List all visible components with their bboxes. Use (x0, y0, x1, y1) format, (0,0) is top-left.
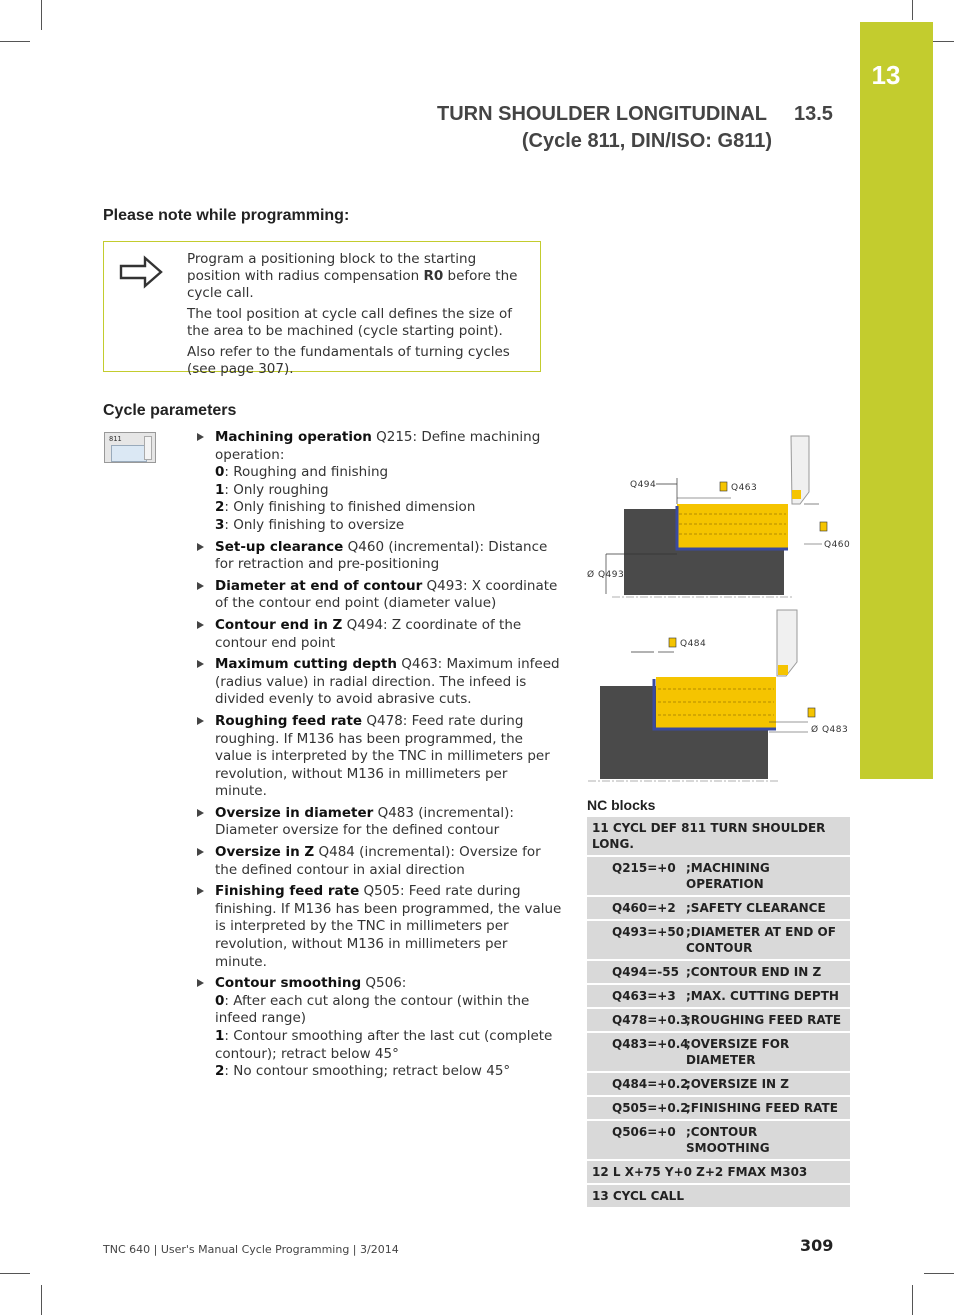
nc-param-comment: ;CONTOUR END IN Z (686, 965, 822, 979)
parameter-desc: Q494: Z coordinate of the contour end point (215, 616, 522, 651)
note-paragraph: Also refer to the fundamentals of turning cycles (see page 307). (187, 344, 510, 377)
parameter-name: Machining operation (215, 429, 372, 445)
nc-param-comment: ;OVERSIZE FOR DIAMETER (686, 1037, 790, 1067)
note-box (103, 241, 541, 377)
nc-param-code: Q484=+0.2 (612, 1077, 689, 1091)
nc-block-text: 11 CYCL DEF 811 TURN SHOULDER LONG. (592, 821, 826, 851)
nc-row (587, 817, 850, 857)
option-desc: : After each cut along the contour (within the infeed range) (215, 992, 530, 1027)
option-desc: : Roughing and finishing (224, 464, 389, 481)
crop-mark (41, 0, 42, 30)
crop-mark (41, 1285, 42, 1315)
parameter-item (197, 429, 562, 535)
crop-mark (912, 1285, 913, 1315)
page-number: 309 (800, 1236, 834, 1255)
nc-row (587, 961, 850, 985)
crop-mark (0, 1273, 30, 1274)
parameter-desc: Q215: Define machining operation: (215, 429, 541, 463)
nc-param-code: Q493=+50 (612, 925, 685, 939)
section-number: 13.5 (794, 103, 833, 125)
nc-row (587, 1097, 850, 1121)
parameter-name: Contour end in Z (215, 616, 343, 633)
parameter-item (197, 805, 562, 840)
nc-param-code: Q505=+0.2 (612, 1101, 689, 1115)
nc-param-comment: ;CONTOUR SMOOTHING (686, 1125, 770, 1155)
parameter-desc: Q460 (incremental): Distance for retraction and pre-positioning (215, 538, 548, 573)
option-value: 1 (215, 1028, 225, 1044)
nc-row (587, 1033, 850, 1073)
nc-row (587, 857, 850, 897)
option-value: 1 (215, 481, 225, 498)
option-desc: : Only roughing (224, 481, 329, 498)
nc-param-code: Q460=+2 (612, 901, 676, 915)
cycle-icon-side (144, 436, 152, 460)
parameter-item (197, 539, 562, 574)
nc-blocks-table (587, 817, 850, 1209)
cycle-diagram (586, 434, 852, 784)
parameter-desc: Q493: X coordinate of the contour end point (diameter value) (215, 577, 558, 612)
parameter-item (197, 713, 562, 801)
option-desc: : Contour smoothing after the last cut (complete contour); retract below 45° (215, 1028, 553, 1062)
parameter-name: Oversize in diameter (215, 804, 374, 821)
q483-marker (808, 708, 815, 717)
chapter-sidebar (860, 22, 933, 779)
bullet-triangle-icon (197, 543, 204, 551)
label-q493: Ø Q493 (587, 570, 625, 580)
parameter-list (197, 429, 562, 1085)
nc-blocks-heading: NC blocks (587, 797, 656, 813)
bullet-triangle-icon (197, 660, 204, 668)
q460-marker (820, 522, 827, 531)
parameter-name: Set-up clearance (215, 538, 344, 555)
bullet-triangle-icon (197, 582, 204, 590)
material-bottom (656, 677, 776, 729)
parameter-item (197, 883, 562, 971)
nc-block-text: 12 L X+75 Y+0 Z+2 FMAX M303 (592, 1165, 808, 1179)
option-value: 0 (215, 464, 225, 481)
bullet-triangle-icon (197, 848, 204, 856)
chapter-number: 13 (871, 60, 901, 90)
arrow-right-icon (118, 254, 164, 290)
nc-param-code: Q506=+0 (612, 1125, 676, 1139)
parameter-desc: Q463: Maximum infeed (radius value) in radial direction. The infeed is divided evenly to avoid abrasive cuts. (215, 656, 560, 708)
option-desc: : No contour smoothing; retract below 45° (224, 1063, 511, 1080)
workpiece-shoulder-top (624, 509, 677, 549)
material-top (677, 504, 788, 549)
option-value: 0 (215, 992, 225, 1009)
parameter-desc: Q506: (361, 975, 407, 992)
diagram-top (587, 436, 850, 597)
option-value: 2 (215, 499, 225, 516)
insert-bottom (778, 665, 788, 675)
parameter-name: Diameter at end of contour (215, 577, 423, 594)
note-text-part: Program a positioning block to the starting position with radius compensation (187, 251, 477, 284)
parameter-name: Contour smoothing (215, 975, 362, 992)
diagram-bottom (588, 610, 848, 781)
parameter-item (197, 975, 562, 1081)
bullet-triangle-icon (197, 809, 204, 817)
nc-param-code: Q215=+0 (612, 861, 676, 875)
note-paragraph: The tool position at cycle call defines the size of the area to be machined (cycle starting point). (187, 306, 513, 339)
nc-param-code: Q478=+0.3 (612, 1013, 689, 1027)
nc-block-text: 13 CYCL CALL (592, 1189, 684, 1203)
bullet-triangle-icon (197, 433, 204, 441)
option-value: 2 (215, 1063, 225, 1080)
nc-param-comment: ;MACHINING OPERATION (686, 861, 770, 891)
parameter-item (197, 844, 562, 879)
nc-param-comment: ;OVERSIZE IN Z (686, 1077, 789, 1091)
bullet-triangle-icon (197, 717, 204, 725)
note-text (187, 251, 533, 382)
label-q463: Q463 (731, 483, 758, 493)
option-desc: : Only finishing to finished dimension (224, 499, 476, 516)
option-value: 3 (215, 516, 225, 533)
section-title: TURN SHOULDER LONGITUDINAL (437, 103, 767, 125)
label-q494: Q494 (630, 480, 657, 490)
nc-param-code: Q483=+0.4 (612, 1037, 689, 1051)
nc-row (587, 1161, 850, 1185)
cycle-icon-screen (111, 445, 147, 462)
section-subtitle: (Cycle 811, DIN/ISO: G811) (521, 130, 772, 152)
parameter-desc: Q505: Feed rate during finishing. If M136 has been programmed, the value is interpreted by the TNC in millimeters per revolution, without M136 in millimeters per minute. (215, 883, 562, 970)
footer-text: TNC 640 | User's Manual Cycle Programming | 3/2014 (103, 1243, 399, 1256)
nc-param-comment: ;SAFETY CLEARANCE (686, 901, 826, 915)
nc-param-code: Q494=-55 (612, 965, 679, 979)
crop-mark (924, 1273, 954, 1274)
nc-param-code: Q463=+3 (612, 989, 676, 1003)
bullet-triangle-icon (197, 979, 204, 987)
nc-row (587, 1009, 850, 1033)
parameter-desc: Q484 (incremental): Oversize for the defined contour in axial direction (215, 844, 541, 878)
nc-row (587, 985, 850, 1009)
q484-marker (669, 638, 676, 647)
nc-param-comment: ;FINISHING FEED RATE (686, 1101, 838, 1115)
parameter-item (197, 617, 562, 652)
parameter-name: Maximum cutting depth (215, 656, 397, 673)
parameter-desc: Q483 (incremental): Diameter oversize for the defined contour (215, 804, 514, 839)
parameter-name: Roughing feed rate (215, 712, 363, 729)
insert-top (792, 490, 801, 499)
parameter-item (197, 578, 562, 613)
label-q484: Q484 (680, 639, 707, 649)
nc-param-comment: ;ROUGHING FEED RATE (686, 1013, 842, 1027)
note-paragraph (187, 251, 533, 302)
parameter-item (197, 656, 562, 709)
crop-mark (0, 41, 30, 42)
parameter-name: Finishing feed rate (215, 883, 360, 900)
nc-row (587, 1121, 850, 1161)
note-heading: Please note while programming: (103, 207, 350, 224)
cycle-811-icon (104, 432, 156, 463)
nc-param-comment: ;DIAMETER AT END OF CONTOUR (686, 925, 836, 955)
cycle-icon-label: 811 (109, 435, 122, 443)
bullet-triangle-icon (197, 887, 204, 895)
label-q460: Q460 (824, 540, 851, 550)
note-bold: R0 (423, 268, 444, 284)
label-q483: Ø Q483 (811, 725, 849, 735)
bullet-triangle-icon (197, 621, 204, 629)
q463-marker (720, 482, 727, 491)
nc-row (587, 1185, 850, 1209)
crop-mark (912, 0, 913, 20)
nc-row (587, 921, 850, 961)
note-text-part: before the cycle call. (187, 268, 518, 301)
nc-row (587, 897, 850, 921)
cycle-params-heading: Cycle parameters (103, 402, 237, 419)
parameter-name: Oversize in Z (215, 844, 315, 861)
parameter-desc: Q478: Feed rate during roughing. If M136 has been programmed, the value is interpreted by the TNC in millimeters per revolution, without M136 in millimeters per minute. (215, 712, 550, 800)
option-desc: : Only finishing to oversize (224, 516, 405, 533)
nc-row (587, 1073, 850, 1097)
nc-param-comment: ;MAX. CUTTING DEPTH (686, 989, 839, 1003)
